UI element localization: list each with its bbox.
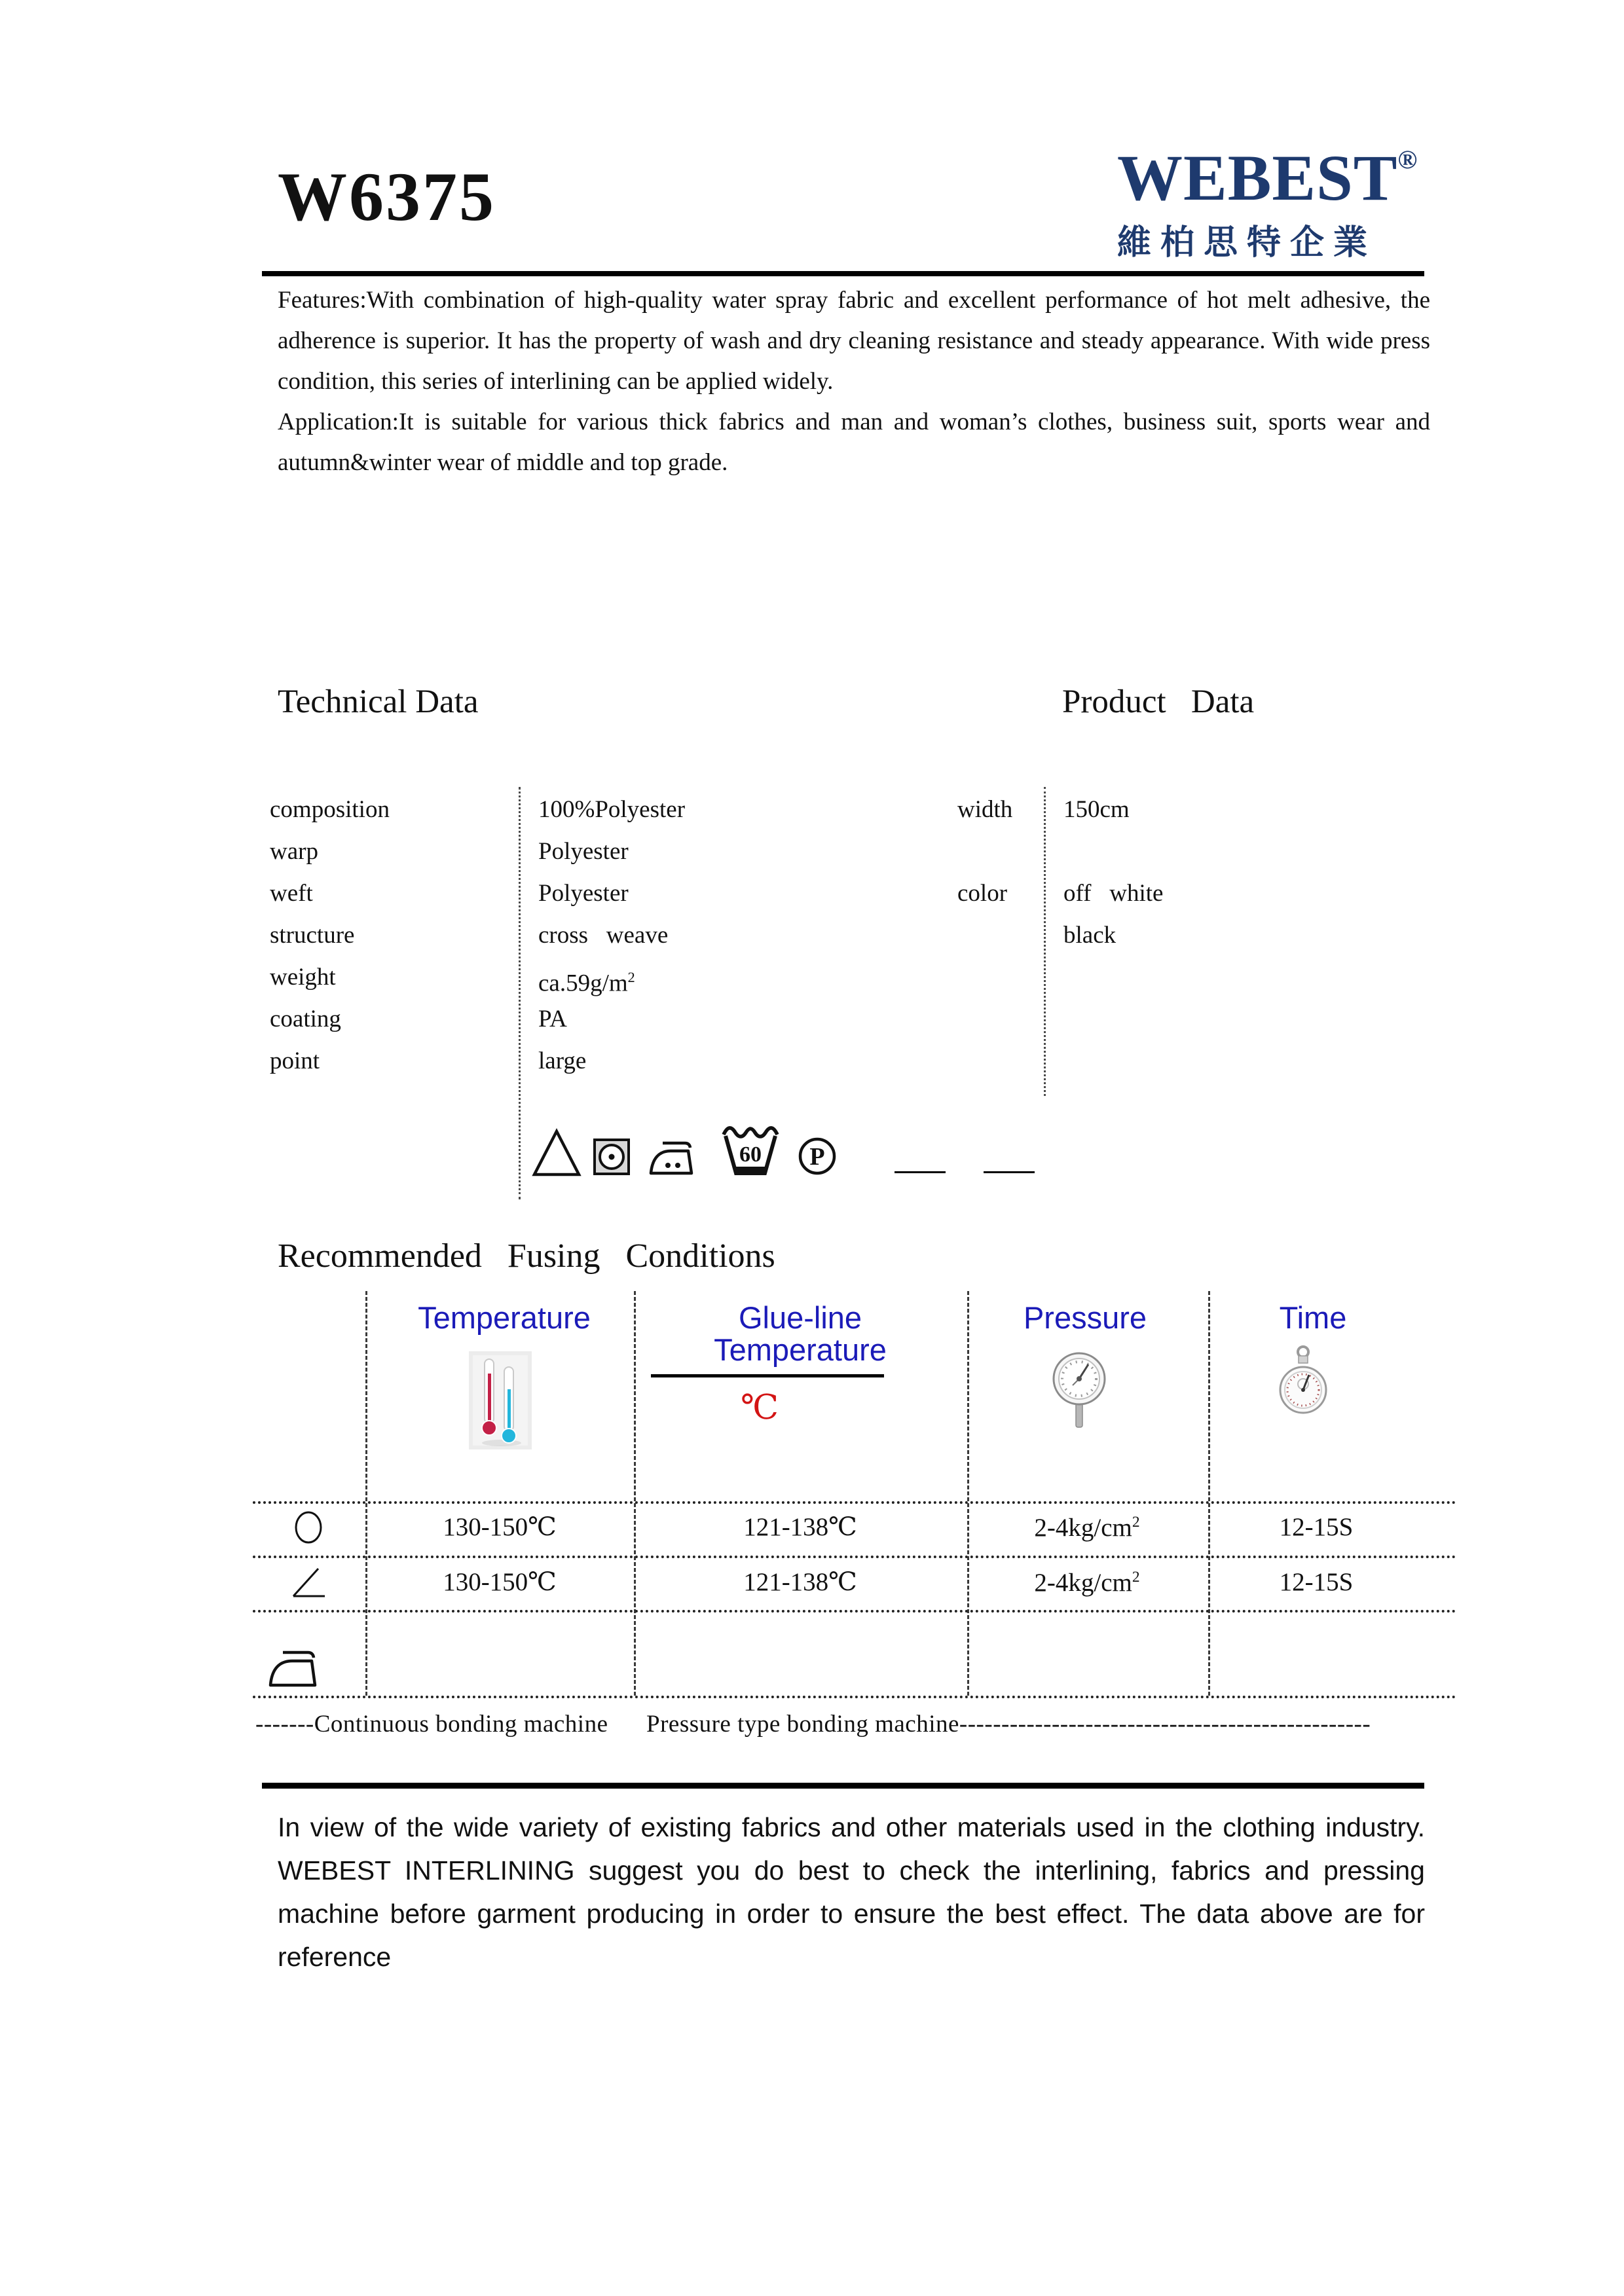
- fusing-row-line: [253, 1610, 1456, 1613]
- pressure-superscript: 2: [1132, 1514, 1140, 1531]
- header-divider: [262, 271, 1424, 276]
- thermometer-icon: [469, 1351, 532, 1449]
- spec-value: cross weave: [538, 922, 669, 949]
- weight-superscript: 2: [627, 969, 635, 985]
- fusing-col-line: [967, 1291, 969, 1696]
- product-labels: [957, 789, 1012, 957]
- application-paragraph: Application:It is suitable for various thick fabrics and man and woman’s clothes, business suit, sports wear and autumn&winter wear of middle and top grade.: [278, 409, 1430, 476]
- column-header-glue-line: Glue-line Temperature: [714, 1300, 887, 1368]
- intro-block: [278, 280, 1430, 483]
- pressure-cell: [959, 1561, 1215, 1599]
- dry-clean-letter: P: [809, 1143, 825, 1171]
- spec-value: black: [1063, 922, 1116, 949]
- pressure-gauge-icon: [1051, 1346, 1107, 1432]
- technical-table-separator: [519, 787, 521, 1199]
- page-title: W6375: [278, 158, 496, 235]
- fusing-row-line: [253, 1696, 1456, 1698]
- blank-care-line: [895, 1171, 946, 1173]
- pressure-superscript: 2: [1132, 1569, 1140, 1586]
- footer-divider: [262, 1783, 1424, 1789]
- brand-logo: [1117, 141, 1418, 264]
- time-cell: 12-15S: [1279, 1568, 1354, 1596]
- wash-60-icon: [720, 1123, 781, 1180]
- temperature-cell: 130-150℃: [443, 1568, 557, 1596]
- circle-symbol-icon: [293, 1510, 323, 1545]
- spec-label: composition: [270, 796, 390, 823]
- spec-value: [1063, 831, 1163, 873]
- angle-symbol-icon: [289, 1563, 329, 1600]
- fusing-col-line: [634, 1291, 636, 1696]
- spec-label: [957, 915, 1012, 957]
- registered-mark-icon: ®: [1397, 145, 1418, 174]
- fusing-row-line: [253, 1556, 1456, 1558]
- column-header-time: Time: [1279, 1300, 1347, 1335]
- spec-label: weft: [270, 880, 313, 907]
- dry-clean-p-icon: [798, 1137, 837, 1176]
- product-values: [1063, 789, 1163, 957]
- spec-value: Polyester: [538, 880, 629, 907]
- fusing-col-line: [1208, 1291, 1210, 1696]
- brand-wordmark: [1117, 141, 1418, 214]
- bleach-triangle-icon: [532, 1127, 581, 1178]
- wash-temperature: 60: [739, 1142, 762, 1167]
- brand-name: WEBEST: [1117, 141, 1398, 214]
- features-paragraph: Features:With combination of high-quality water spray fabric and excellent performance of hot melt adhesive, the adherence is superior. It has the property of wash and dry cleaning resistance and steady appearance. With wide press condition, this series of interlining can be applied widely.: [278, 287, 1430, 395]
- column-header-pressure: Pressure: [1023, 1300, 1147, 1335]
- technical-labels: [270, 789, 390, 1082]
- blank-care-line: [984, 1171, 1035, 1173]
- iron-icon: [648, 1139, 695, 1177]
- spec-value: 100%Polyester: [538, 796, 686, 823]
- glue-line-underline: [651, 1374, 884, 1377]
- fusing-col-line: [365, 1291, 367, 1696]
- spec-value: Polyester: [538, 838, 629, 865]
- weight-value: ca.59g/m: [538, 970, 628, 997]
- fusing-row-line: [253, 1501, 1456, 1504]
- spec-label: structure: [270, 922, 355, 949]
- spec-label: warp: [270, 838, 318, 865]
- spec-value: off white: [1063, 880, 1164, 907]
- pressure-value: 2-4kg/cm: [1034, 1514, 1132, 1542]
- fusing-heading: Recommended Fusing Conditions: [278, 1237, 775, 1275]
- spec-value: [538, 957, 685, 998]
- glue-line-cell: 121-138℃: [743, 1568, 857, 1596]
- technical-values: [538, 789, 685, 1082]
- pressure-value: 2-4kg/cm: [1034, 1569, 1132, 1597]
- spec-value: PA: [538, 1006, 567, 1032]
- spec-label: width: [957, 796, 1013, 823]
- stopwatch-icon: [1278, 1343, 1328, 1421]
- spec-label: [957, 831, 1012, 873]
- spec-label: weight: [270, 964, 336, 991]
- disclaimer-note: In view of the wide variety of existing fabrics and other materials used in the clothing industry. WEBEST INTERLINING suggest you do best to check the interlining, fabrics and pressing machine before garment producing in order to ensure the best effect. The data above are for reference: [278, 1812, 1425, 1972]
- brand-chinese: 維柏思特企業: [1117, 224, 1377, 262]
- product-table-separator: [1044, 787, 1046, 1096]
- pressure-cell: [959, 1506, 1215, 1544]
- bonding-machine-caption: -------Continuous bonding machine Pressure type bonding machine-------------------------------------------------: [255, 1711, 1371, 1738]
- technical-data-heading: Technical Data: [278, 683, 479, 720]
- iron-symbol-icon: [267, 1647, 320, 1689]
- tumble-dry-icon: [593, 1138, 631, 1176]
- spec-label: coating: [270, 1006, 341, 1032]
- time-cell: 12-15S: [1279, 1513, 1354, 1541]
- column-header-temperature: Temperature: [418, 1300, 591, 1335]
- temperature-cell: 130-150℃: [443, 1513, 557, 1541]
- spec-label: point: [270, 1048, 320, 1074]
- spec-value: large: [538, 1048, 587, 1074]
- product-data-heading: Product Data: [1062, 683, 1255, 720]
- glue-line-unit: ℃: [740, 1389, 779, 1427]
- glue-line-cell: 121-138℃: [743, 1513, 857, 1541]
- spec-value: 150cm: [1063, 796, 1130, 823]
- spec-label: color: [957, 880, 1008, 907]
